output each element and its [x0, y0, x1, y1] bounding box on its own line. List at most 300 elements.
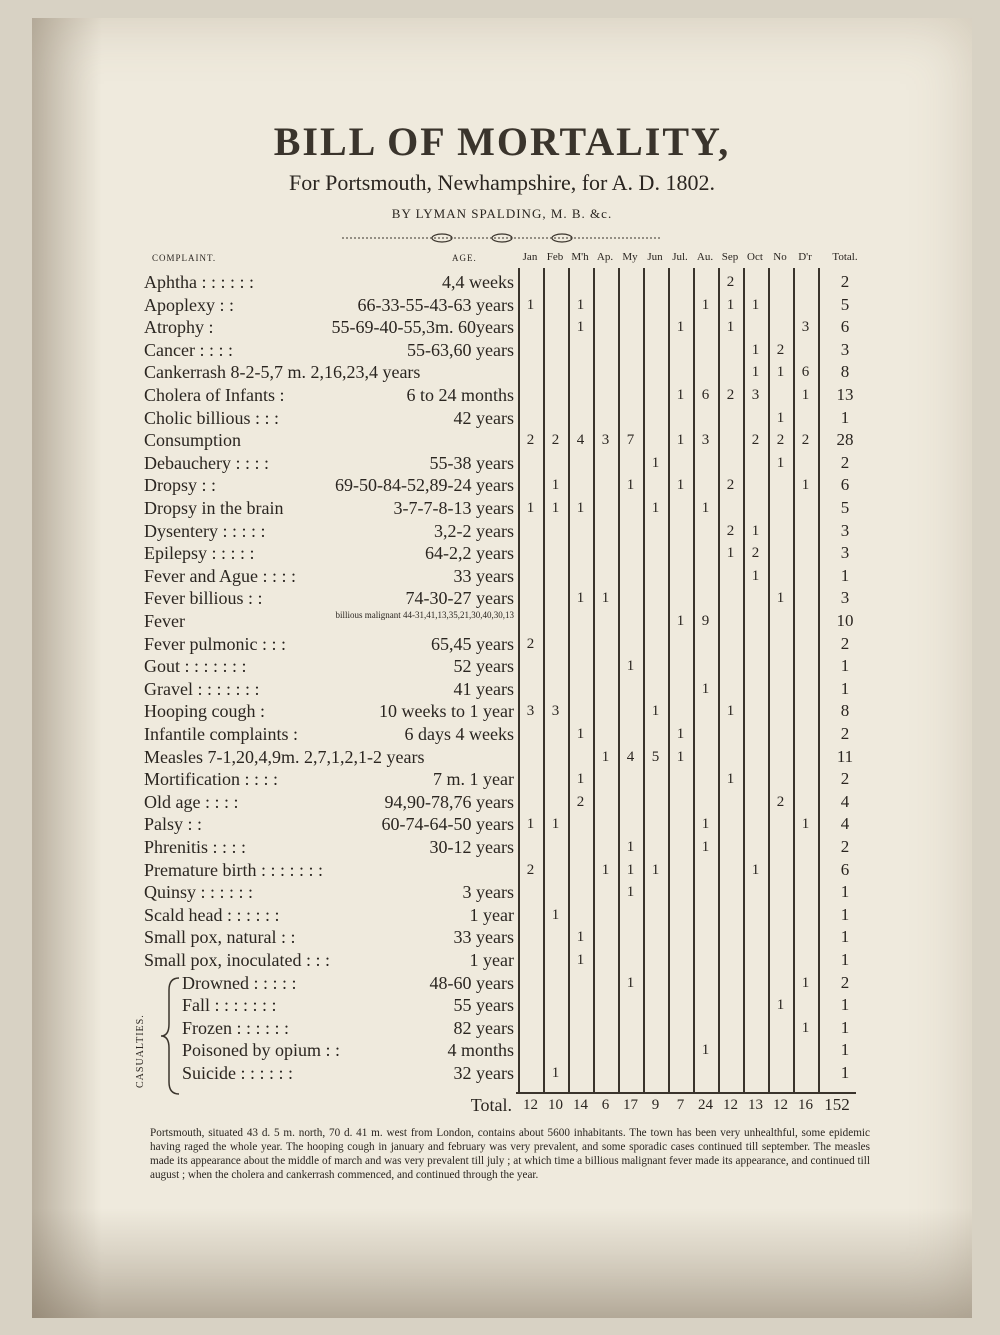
row-total-cell: 1 [840, 882, 850, 902]
month-count-cell: 1 [576, 296, 585, 313]
month-count-cell: 1 [676, 613, 685, 629]
month-count-cell [643, 949, 668, 971]
month-count-cell [743, 678, 768, 700]
month-count-cell [768, 881, 793, 903]
month-count-cell [618, 791, 643, 813]
month-count-cell [643, 836, 668, 858]
month-total-cell: 12 [523, 1097, 538, 1113]
month-total-cell: 7 [676, 1097, 685, 1113]
month-count-cell: 1 [576, 929, 585, 946]
complaint-age: 69-50-84-52,89-24 years [335, 475, 514, 496]
page-title: BILL OF MORTALITY, [273, 119, 731, 164]
month-count-cell [618, 520, 643, 542]
month-count-cell [568, 520, 593, 542]
month-count-cell [568, 813, 593, 835]
month-count-cell: 1 [676, 319, 685, 336]
month-count-cell: 1 [626, 477, 635, 494]
row-total-cell: 1 [840, 1017, 850, 1037]
month-count-cell [643, 723, 668, 745]
month-count-cell [543, 587, 568, 609]
month-count-cell [568, 1017, 593, 1039]
month-count-cell: 1 [676, 387, 685, 403]
complaint-row-label [144, 633, 514, 655]
complaint-age: 1 year [469, 904, 514, 925]
complaint-name: Consumption [144, 430, 242, 451]
month-count-cell: 1 [676, 748, 685, 765]
complaint-name: Cankerrash 8-2-5,7 m. 2,16,23,4 years [144, 362, 421, 383]
month-total-cell: 10 [548, 1097, 563, 1113]
month-count-cell [718, 587, 743, 609]
row-total-cell: 8 [840, 701, 850, 721]
month-count-cell [543, 339, 568, 361]
month-count-cell [768, 836, 793, 858]
month-count-cell [518, 723, 543, 745]
month-count-cell [593, 700, 618, 722]
month-count-cell [743, 791, 768, 813]
month-count-cell: 1 [676, 432, 685, 449]
month-count-cell [718, 565, 743, 587]
month-count-cell [743, 836, 768, 858]
month-count-cell: 1 [801, 816, 810, 833]
month-count-cell [643, 1039, 668, 1061]
month-count-cell [793, 768, 818, 790]
month-count-cell [618, 384, 643, 406]
month-count-cell [518, 678, 543, 700]
month-count-cell [593, 723, 618, 745]
month-count-cell [718, 497, 743, 519]
month-count-cell [643, 542, 668, 564]
complaint-age: 65,45 years [431, 633, 514, 654]
month-count-cell [643, 610, 668, 632]
complaint-age: 42 years [453, 407, 514, 428]
row-total-cell: 6 [840, 859, 850, 879]
month-count-cell: 1 [801, 477, 810, 494]
month-count-cell [543, 791, 568, 813]
month-count-cell: 1 [776, 364, 785, 381]
month-count-cell: 2 [776, 793, 785, 810]
month-count-cell [618, 294, 643, 316]
complaint-header: COMPLAINT. [152, 253, 217, 263]
complaint-row-label [144, 361, 514, 383]
month-count-cell [668, 497, 693, 519]
complaint-name: Frozen : : : : : : [182, 1017, 289, 1038]
month-count-cell: 6 [701, 387, 710, 403]
month-count-cell [568, 633, 593, 655]
month-count-cell: 1 [651, 500, 660, 516]
month-count-cell [568, 407, 593, 429]
month-count-cell [743, 994, 768, 1016]
month-count-cell [768, 384, 793, 406]
month-header: Jan [522, 251, 538, 263]
month-count-cell [693, 407, 718, 429]
month-count-cell [668, 768, 693, 790]
month-count-cell [593, 904, 618, 926]
month-count-cell: 1 [726, 703, 735, 720]
row-total-cell: 1 [840, 1063, 850, 1082]
complaint-age: 55-63,60 years [407, 339, 514, 360]
month-count-cell [718, 791, 743, 813]
month-count-cell [643, 926, 668, 948]
month-count-cell: 3 [601, 432, 610, 449]
month-header: No [773, 251, 787, 263]
month-count-cell: 2 [726, 274, 735, 290]
complaint-row-label [182, 994, 514, 1016]
month-count-cell [518, 904, 543, 926]
month-count-cell [593, 655, 618, 677]
month-count-cell: 1 [551, 500, 560, 516]
month-count-cell [593, 791, 618, 813]
complaint-row-label [144, 407, 514, 429]
month-count-cell [643, 316, 668, 338]
totals-label: Total. [470, 1095, 512, 1115]
month-count-cell [718, 610, 743, 632]
month-count-cell [518, 565, 543, 587]
month-count-cell: 1 [726, 319, 735, 336]
month-count-cell: 1 [801, 1019, 810, 1036]
month-count-cell [718, 836, 743, 858]
month-count-cell [618, 610, 643, 632]
month-count-cell [568, 339, 593, 361]
month-count-cell [543, 655, 568, 677]
month-count-cell [593, 633, 618, 655]
month-count-cell [618, 904, 643, 926]
month-count-cell [568, 384, 593, 406]
month-count-cell: 3 [801, 319, 810, 336]
month-count-cell: 2 [726, 522, 735, 539]
row-total-cell: 4 [840, 791, 850, 811]
month-count-cell: 1 [626, 884, 635, 901]
month-count-cell [518, 994, 543, 1016]
month-count-cell [643, 271, 668, 293]
month-count-cell: 1 [626, 658, 635, 675]
month-count-cell [718, 361, 743, 383]
complaint-name: Debauchery : : : : [144, 452, 269, 473]
complaint-row-label [144, 881, 514, 903]
month-count-cell [768, 678, 793, 700]
month-count-cell [718, 859, 743, 881]
month-count-cell [793, 926, 818, 948]
casualties-brace [157, 976, 183, 1096]
month-count-cell: 4 [626, 748, 635, 765]
row-total-cell: 4 [840, 814, 850, 834]
month-count-cell [743, 316, 768, 338]
complaint-name: Mortification : : : : [144, 769, 278, 790]
month-count-cell [593, 361, 618, 383]
complaint-age: 7 m. 1 year [433, 769, 514, 790]
month-count-cell [768, 542, 793, 564]
month-count-cell [643, 429, 668, 451]
month-count-cell [518, 1039, 543, 1061]
month-count-cell: 1 [601, 590, 610, 607]
month-count-cell [768, 520, 793, 542]
paper-stain [32, 1208, 972, 1318]
complaint-row-label [182, 972, 514, 994]
month-count-cell [518, 339, 543, 361]
month-header: D'r [798, 251, 812, 263]
month-count-cell: 1 [701, 680, 710, 697]
month-count-cell: 1 [576, 319, 585, 336]
casualties-label: CASUALTIES. [135, 1014, 146, 1088]
month-count-cell [668, 1039, 693, 1061]
complaint-row-label [144, 904, 514, 926]
month-count-cell [593, 994, 618, 1016]
month-count-cell [518, 972, 543, 994]
month-count-cell [693, 474, 718, 496]
month-count-cell [768, 271, 793, 293]
month-count-cell [618, 1017, 643, 1039]
month-count-cell [768, 700, 793, 722]
month-count-cell [668, 294, 693, 316]
month-count-cell [668, 994, 693, 1016]
month-count-cell: 1 [551, 906, 560, 923]
month-count-cell: 2 [526, 635, 535, 652]
row-total-cell: 13 [836, 385, 854, 404]
month-count-cell [743, 972, 768, 994]
complaint-name: Dysentery : : : : : [144, 520, 266, 541]
complaint-name: Suicide : : : : : : [182, 1063, 293, 1083]
complaint-age: 3-7-7-8-13 years [393, 498, 514, 518]
month-count-cell [793, 294, 818, 316]
month-count-cell [693, 768, 718, 790]
complaint-name: Drowned : : : : : [182, 972, 297, 993]
complaint-name: Small pox, natural : : [144, 927, 296, 948]
complaint-age: 48-60 years [429, 972, 514, 993]
month-count-cell [643, 813, 668, 835]
complaint-name: Cancer : : : : [144, 339, 233, 360]
row-total-cell: 1 [840, 995, 850, 1015]
month-count-cell: 1 [601, 748, 610, 765]
month-count-cell: 3 [751, 387, 760, 403]
month-count-cell: 1 [576, 500, 585, 516]
month-count-cell [768, 474, 793, 496]
complaint-age: billious malignant 44-31,41,13,35,21,30,40,30,13 [335, 610, 514, 620]
month-count-cell [593, 565, 618, 587]
month-count-cell [693, 339, 718, 361]
month-count-cell [718, 926, 743, 948]
month-count-cell [543, 972, 568, 994]
month-count-cell [743, 949, 768, 971]
month-count-cell [543, 949, 568, 971]
month-count-cell [768, 768, 793, 790]
month-count-cell [593, 520, 618, 542]
row-total-cell: 2 [840, 633, 850, 653]
month-count-cell: 1 [601, 861, 610, 878]
complaint-name: Gravel : : : : : : : [144, 678, 260, 699]
month-count-cell [718, 881, 743, 903]
month-count-cell: 3 [701, 432, 710, 449]
month-count-cell [668, 949, 693, 971]
month-count-cell [543, 542, 568, 564]
month-count-cell [643, 1017, 668, 1039]
month-count-cell [593, 316, 618, 338]
month-count-cell: 6 [801, 364, 810, 381]
row-total-cell: 1 [840, 950, 850, 969]
month-header: Jun [647, 251, 663, 263]
month-count-cell [793, 565, 818, 587]
row-total-cell: 1 [840, 678, 850, 698]
month-count-cell: 1 [751, 567, 760, 584]
month-count-cell: 3 [526, 703, 535, 720]
row-total-cell: 6 [840, 475, 850, 495]
month-count-cell [793, 836, 818, 858]
month-count-cell [668, 904, 693, 926]
month-count-cell [668, 678, 693, 700]
month-count-cell [618, 723, 643, 745]
total-header: Total. [832, 251, 858, 263]
month-count-cell [793, 1039, 818, 1061]
month-count-cell [793, 700, 818, 722]
month-count-cell [793, 723, 818, 745]
month-count-cell [518, 452, 543, 474]
month-count-cell: 1 [801, 974, 810, 991]
month-count-cell [693, 723, 718, 745]
complaint-age: 6 days 4 weeks [404, 724, 514, 744]
complaint-name: Quinsy : : : : : : [144, 882, 254, 903]
row-total-cell: 1 [840, 927, 850, 947]
complaint-age: 82 years [453, 1017, 514, 1038]
month-count-cell [668, 361, 693, 383]
month-count-cell [643, 791, 668, 813]
month-count-cell [593, 294, 618, 316]
month-count-cell [543, 1039, 568, 1061]
complaint-row-label [144, 474, 514, 496]
complaint-name: Fall : : : : : : : [182, 995, 277, 1016]
month-count-cell [543, 926, 568, 948]
complaint-name: Cholera of Infants : [144, 385, 285, 405]
month-count-cell [768, 655, 793, 677]
month-count-cell: 2 [726, 477, 735, 494]
month-header: Feb [546, 251, 564, 263]
month-count-cell [668, 926, 693, 948]
month-count-cell: 1 [626, 861, 635, 878]
month-count-cell [568, 994, 593, 1016]
month-count-cell: 1 [726, 545, 735, 562]
month-count-cell: 1 [776, 454, 785, 471]
month-count-cell [793, 407, 818, 429]
month-count-cell [768, 949, 793, 971]
month-count-cell [518, 610, 543, 632]
month-count-cell [543, 1017, 568, 1039]
month-count-cell [768, 565, 793, 587]
month-count-cell [568, 542, 593, 564]
month-count-cell: 1 [726, 771, 735, 788]
month-count-cell [618, 926, 643, 948]
month-count-cell [643, 384, 668, 406]
row-total-cell: 3 [840, 520, 850, 540]
month-count-cell [793, 542, 818, 564]
month-count-cell [543, 384, 568, 406]
month-count-cell [768, 813, 793, 835]
month-count-cell [793, 791, 818, 813]
month-count-cell [543, 610, 568, 632]
month-count-cell [518, 474, 543, 496]
month-count-cell [568, 836, 593, 858]
month-count-cell [643, 339, 668, 361]
month-count-cell [543, 746, 568, 768]
complaint-name: Fever billious : : [144, 588, 263, 609]
month-count-cell [668, 972, 693, 994]
month-count-cell: 5 [651, 748, 660, 765]
month-count-cell [643, 768, 668, 790]
complaint-name: Small pox, inoculated : : : [144, 950, 330, 970]
month-count-cell [618, 633, 643, 655]
month-count-cell [518, 1062, 543, 1084]
month-count-cell: 2 [801, 432, 810, 449]
month-count-cell: 1 [726, 296, 735, 313]
month-count-cell [768, 1017, 793, 1039]
month-count-cell [718, 1062, 743, 1084]
complaint-row-label [144, 723, 514, 745]
month-count-cell [618, 565, 643, 587]
month-count-cell [743, 452, 768, 474]
month-count-cell [793, 1062, 818, 1084]
month-count-cell [693, 271, 718, 293]
month-count-cell [568, 881, 593, 903]
row-total-cell: 1 [840, 565, 850, 585]
month-count-cell [793, 271, 818, 293]
month-count-cell [693, 1017, 718, 1039]
month-count-cell [793, 633, 818, 655]
month-count-cell [693, 746, 718, 768]
month-count-cell [668, 542, 693, 564]
complaint-row-label [144, 926, 514, 948]
complaint-row-label [182, 1062, 514, 1084]
month-count-cell [693, 361, 718, 383]
month-count-cell [743, 474, 768, 496]
complaint-age: 60-74-64-50 years [381, 814, 514, 835]
complaint-row-label [144, 791, 514, 813]
month-count-cell [643, 1062, 668, 1084]
month-count-cell [518, 655, 543, 677]
complaint-row-label [144, 294, 514, 316]
month-count-cell [618, 813, 643, 835]
row-total-cell: 2 [840, 272, 850, 291]
month-count-cell: 1 [751, 522, 760, 539]
month-count-cell [618, 361, 643, 383]
page-subtitle: For Portsmouth, Newhampshire, for A. D. 1802. [289, 170, 715, 195]
month-count-cell [668, 339, 693, 361]
complaint-row-label [144, 859, 514, 881]
month-header: Sep [721, 251, 739, 263]
month-count-cell [743, 723, 768, 745]
month-total-cell: 13 [748, 1097, 763, 1113]
complaint-name: Poisoned by opium : : [182, 1040, 341, 1061]
month-count-cell [593, 768, 618, 790]
month-count-cell: 1 [676, 477, 685, 494]
month-count-cell [543, 271, 568, 293]
month-count-cell [768, 859, 793, 881]
month-count-cell [543, 565, 568, 587]
month-count-cell [693, 655, 718, 677]
month-count-cell [568, 1062, 593, 1084]
month-count-cell: 2 [776, 432, 785, 449]
month-count-cell: 7 [626, 432, 635, 449]
month-count-cell [718, 452, 743, 474]
month-count-cell [718, 429, 743, 451]
month-count-cell: 1 [776, 997, 785, 1014]
month-count-cell [693, 994, 718, 1016]
month-count-cell: 1 [551, 816, 560, 833]
month-count-cell: 1 [701, 1042, 710, 1059]
complaint-name: Phrenitis : : : : [144, 837, 247, 857]
month-count-cell [693, 881, 718, 903]
month-count-cell: 1 [751, 364, 760, 381]
complaint-age: 32 years [453, 1063, 514, 1083]
row-total-cell: 2 [840, 769, 850, 789]
month-count-cell [568, 452, 593, 474]
month-count-cell [593, 1039, 618, 1061]
month-count-cell [568, 361, 593, 383]
